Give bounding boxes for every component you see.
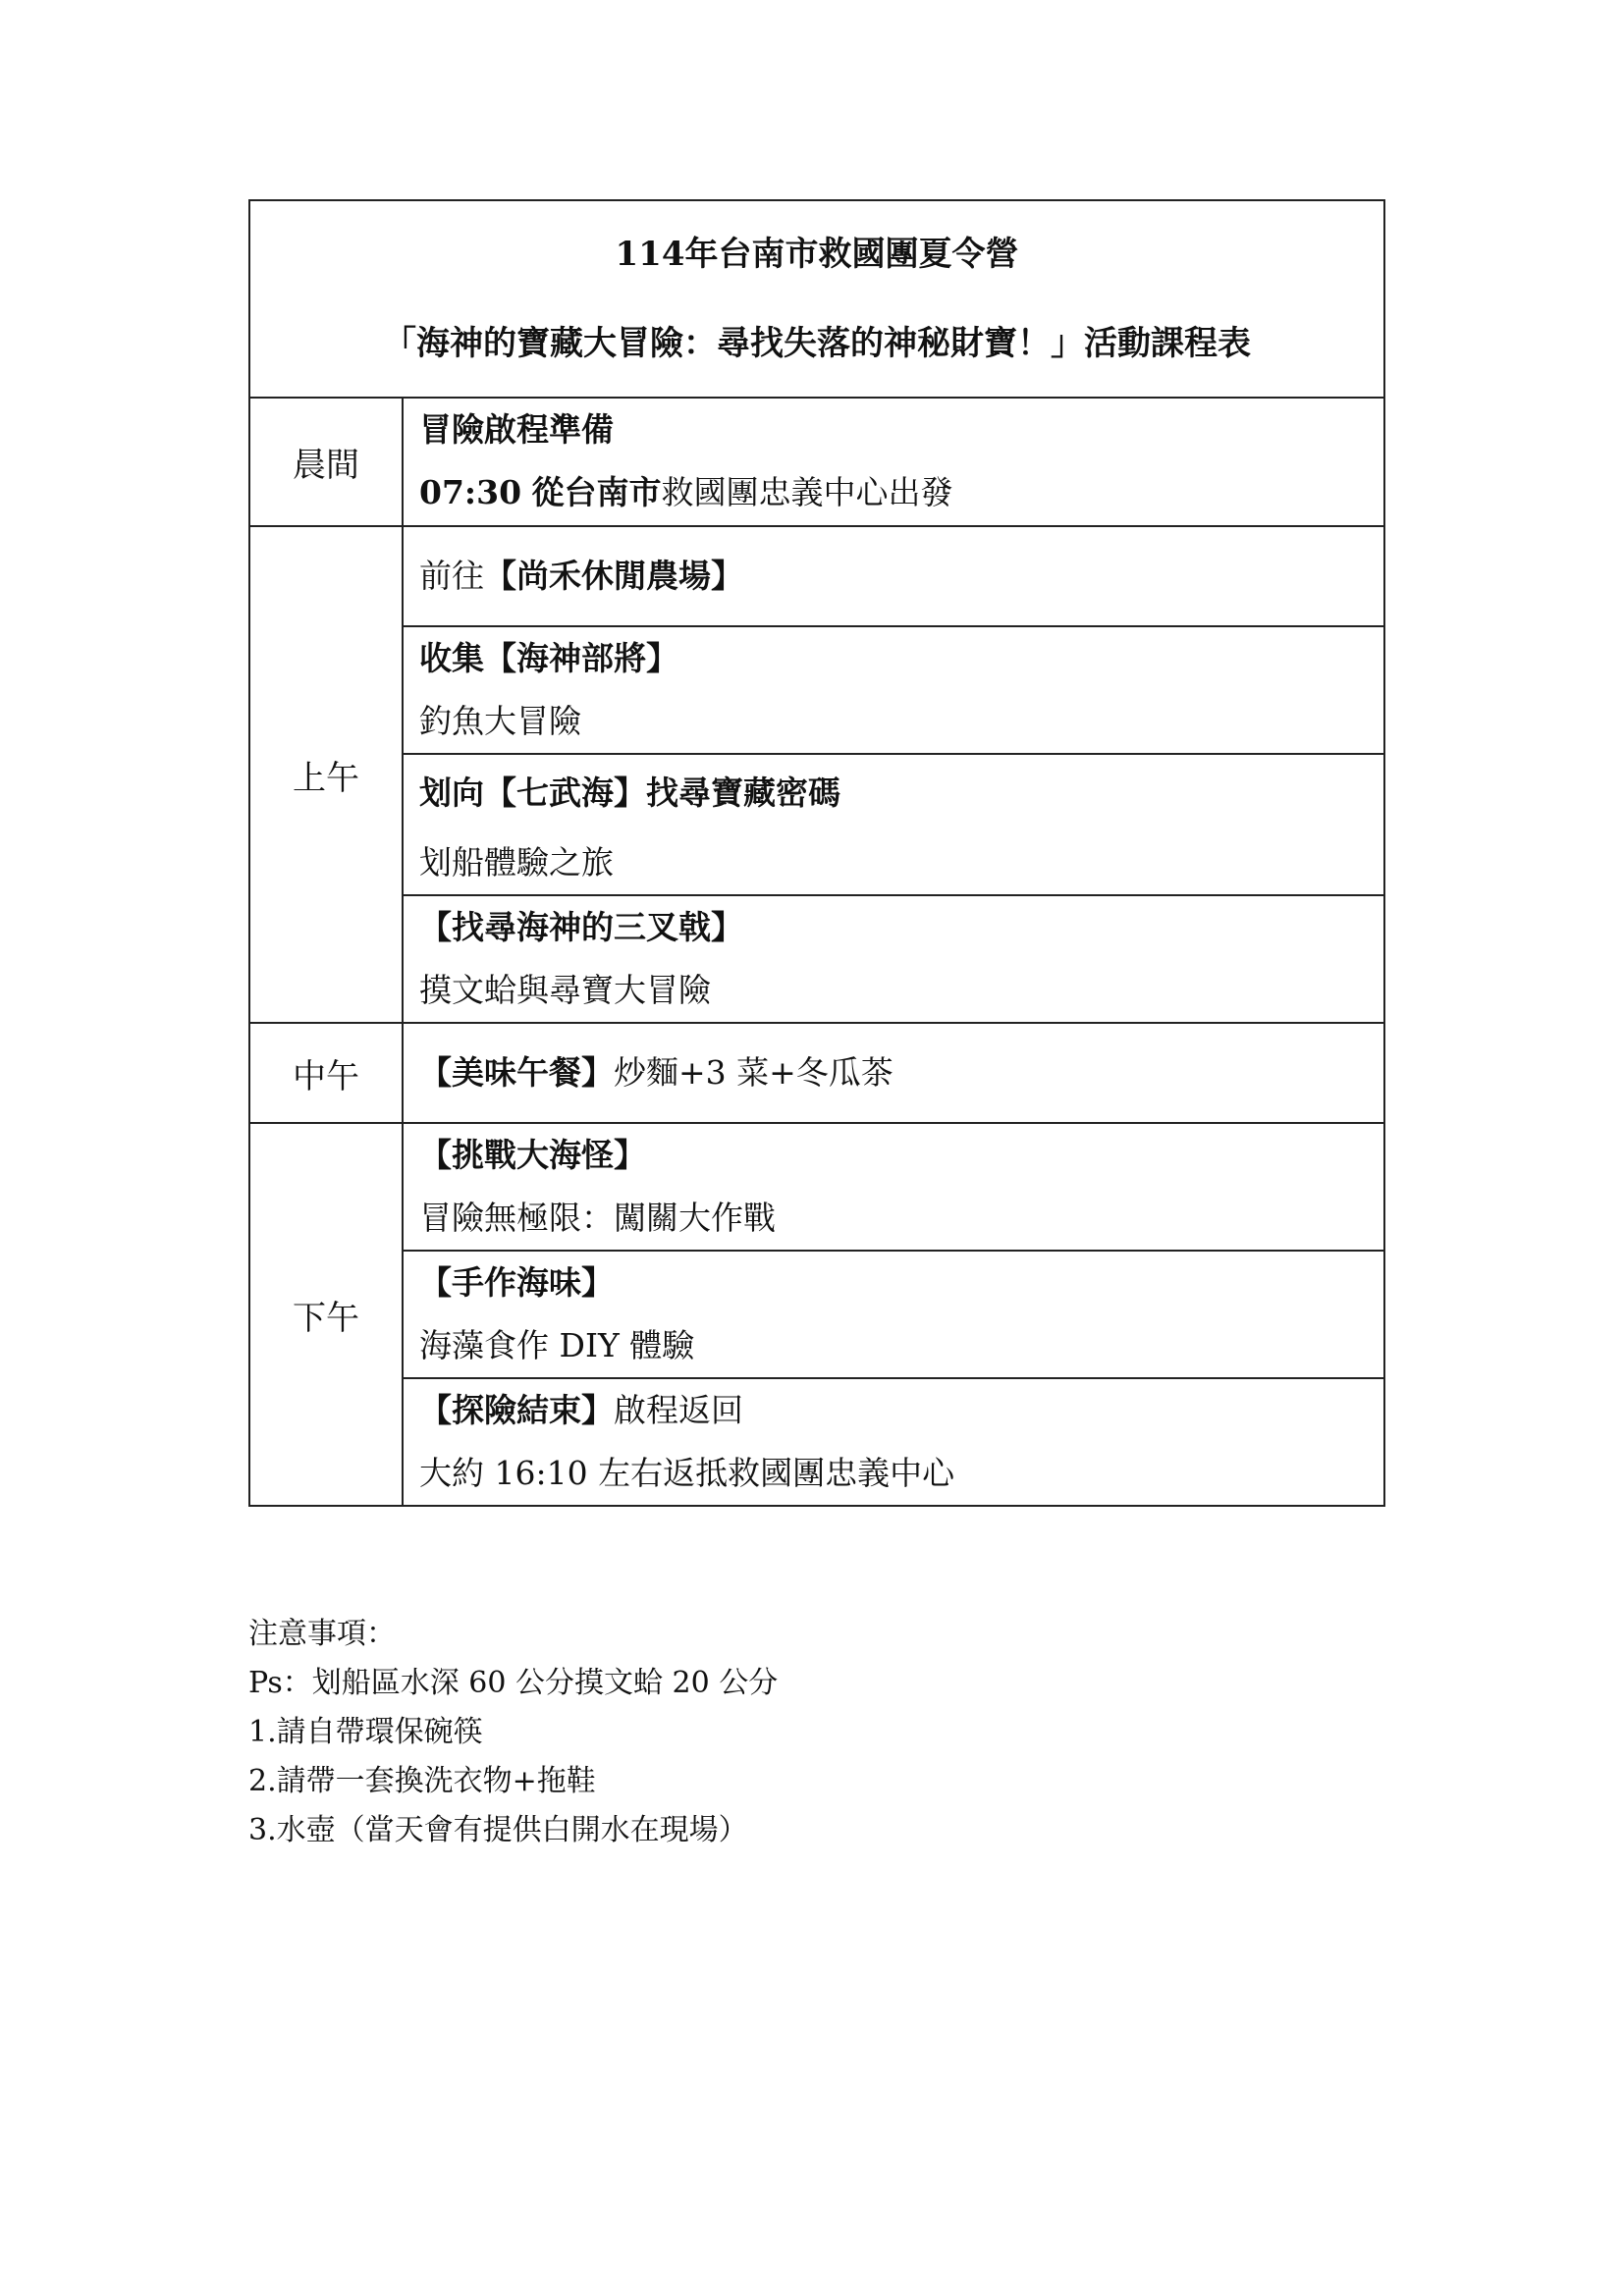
activity-farm bbox=[403, 526, 1384, 626]
title-cell bbox=[249, 200, 1384, 398]
activity-title: 【挑戰大海怪】 bbox=[419, 1136, 646, 1174]
activity-suffix: 啟程返回 bbox=[614, 1391, 743, 1429]
period-early-morning: 晨間 bbox=[249, 398, 403, 526]
schedule-table bbox=[248, 199, 1385, 1507]
departure-time: 07:30 bbox=[419, 473, 522, 511]
activity-fishing bbox=[403, 626, 1384, 754]
activity-return bbox=[403, 1378, 1384, 1506]
activity-detail: 冒險無極限：闖關大作戰 bbox=[419, 1199, 776, 1237]
note-item: 2.請帶一套換洗衣物+拖鞋 bbox=[248, 1764, 596, 1798]
activity-title: 【尚禾休閒農場】 bbox=[484, 557, 743, 595]
activity-detail bbox=[419, 461, 1383, 524]
departure-city: 從台南市 bbox=[531, 473, 662, 511]
activity-detail: 炒麵+3 菜+冬瓜茶 bbox=[614, 1053, 893, 1092]
activity-title: 【探險結束】 bbox=[419, 1391, 614, 1429]
activity-title: 划向【七武海】找尋寶藏密碼 bbox=[419, 774, 840, 812]
activity-title: 冒險啟程準備 bbox=[419, 410, 614, 449]
activity-detail: 海藻食作 DIY 體驗 bbox=[419, 1326, 695, 1364]
camp-title: 114年台南市救國團夏令營 bbox=[615, 235, 1019, 274]
activity-title: 【美味午餐】 bbox=[419, 1053, 614, 1092]
activity-seaweed bbox=[403, 1251, 1384, 1378]
schedule-title: 「海神的寶藏大冒險：尋找失落的神秘財寶！」活動課程表 bbox=[383, 324, 1251, 363]
period-afternoon: 下午 bbox=[249, 1123, 403, 1506]
activity-prefix: 前往 bbox=[419, 557, 484, 595]
activity-detail: 大約 16:10 左右返抵救國團忠義中心 bbox=[419, 1454, 955, 1492]
note-item: 1.請自帶環保碗筷 bbox=[248, 1715, 483, 1749]
note-item: 3.水壺（當天會有提供白開水在現場） bbox=[248, 1813, 748, 1847]
activity-title: 【找尋海神的三叉戟】 bbox=[419, 908, 743, 946]
period-noon: 中午 bbox=[249, 1023, 403, 1123]
notes-heading: 注意事項： bbox=[248, 1617, 396, 1651]
notes-section bbox=[248, 1610, 778, 1855]
activity-detail: 釣魚大冒險 bbox=[419, 702, 581, 740]
activity-departure bbox=[403, 398, 1384, 526]
activity-lunch bbox=[403, 1023, 1384, 1123]
activity-boating bbox=[403, 754, 1384, 895]
activity-sea-monster bbox=[403, 1123, 1384, 1251]
activity-title: 收集【海神部將】 bbox=[419, 639, 678, 677]
activity-detail: 划船體驗之旅 bbox=[419, 843, 614, 881]
period-morning: 上午 bbox=[249, 526, 403, 1023]
activity-title: 【手作海味】 bbox=[419, 1263, 614, 1302]
activity-trident bbox=[403, 895, 1384, 1023]
departure-place: 救國團忠義中心出發 bbox=[661, 473, 953, 511]
activity-detail: 摸文蛤與尋寶大冒險 bbox=[419, 971, 711, 1009]
notes-ps: Ps：划船區水深 60 公分摸文蛤 20 公分 bbox=[248, 1666, 779, 1700]
